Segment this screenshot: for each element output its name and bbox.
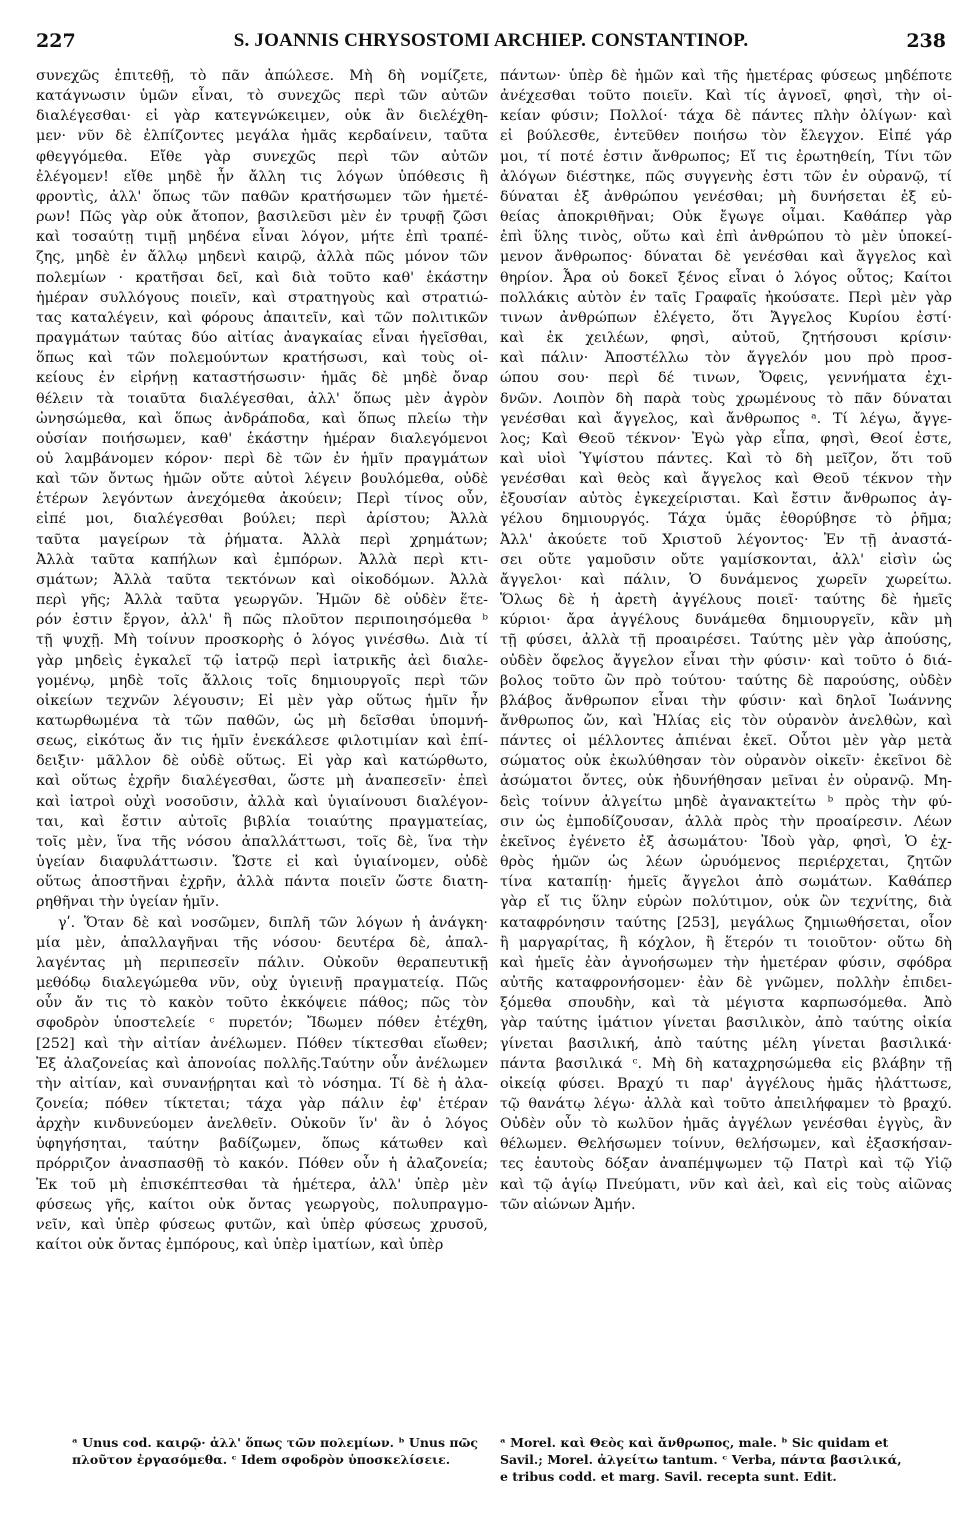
right-footnotes (500, 1434, 952, 1485)
text-line: σιν ὡς ἐμποδίζουσαν, ἀλλὰ πρὸς τὴν προαίρεσιν. Λέων (500, 813, 952, 830)
text-line: δνῶν. Λοιπὸν δὴ παρὰ τοὺς χρωμένους τὸ πᾶν δύναται (500, 390, 952, 407)
text-line: οἰκείων τεχνῶν λέγουσιν; Εἰ μὲν γὰρ οὕτως ἡμῖν ἦν (36, 692, 488, 709)
text-line: φροντὶς, ἀλλ' ὅπως τῶν παθῶν κρατήσωμεν τῶν ἡμετέ- (36, 188, 488, 205)
text-line: ἐξουσίαν αὐτὸς ἐγκεχείρισται. Καὶ ἔστιν ἄνθρωπος ἀγ- (500, 491, 952, 508)
text-line: ἀλόγων διέστηκε, πῶς συγγενὴς ἐστι τῶν ἐν οὐρανῷ, τί (500, 168, 952, 185)
text-line: ὠνησώμεθα, καὶ ὅπως ἀνδράποδα, καὶ ὅπως πλείω τὴν (36, 410, 488, 427)
text-line: θέλωμεν. Θελήσωμεν τοίνυν, θελήσωμεν, καὶ ἐξασκήσαν- (500, 1136, 952, 1153)
page-number-right: 238 (906, 30, 946, 52)
text-line: βολος τοῦτο ὢν πρὸ τούτου· ταύτης δὲ παρούσης, οὐδὲν (500, 672, 952, 689)
text-line: ται, καὶ ἔστιν αὐτοῖς βιβλία τοιαύτης πραγματείας, (36, 813, 488, 830)
text-line: καταφρόνησιν ταύτης [253], μεγάλως ζημιωθήσεται, οἷον (500, 914, 952, 931)
text-line: γὰρ μηδεὶς ἐγκαλεῖ τῷ ἰατρῷ περὶ ἰατρικῆς ἀεὶ διαλε- (36, 652, 488, 669)
text-line: ἡμέραν συλλόγους ποιεῖν, καὶ στρατηγοὺς καὶ στρατιώ- (36, 289, 488, 306)
text-line: ρηθῆναι τὴν ὑγείαν ἡμῖν. (36, 894, 220, 911)
text-line: καὶ ἡμεῖς ἐὰν ἀγνοήσωμεν τὴν ἡμετέραν φύσιν, σφόδρα (500, 954, 952, 971)
text-line: ώπου σου· περὶ δέ τινων, Ὄφεις, γεννήματα ἐχι- (500, 370, 952, 387)
text-line: ζης, μηδὲ ἐν ἄλλῳ μηδενὶ καιρῷ, ἀλλὰ πῶς μόνον τῶν (36, 249, 488, 266)
text-line: καὶ τῶν ὄντως ἡμῶν οὔτε αὐτοὶ λέγειν βουλόμεθα, οὐδὲ (36, 471, 488, 488)
text-line: πάντα βασιλικά ᶜ. Μὴ δὴ καταχρησώμεθα εἰς βλάβην τῇ (500, 1055, 952, 1072)
text-line: θέλειν τὰ τοιαῦτα διαλέγεσθαι, ἀλλ' ὅπως μὲν ἀγρὸν (36, 390, 488, 407)
text-line: δύναται ἐξ ἀνθρώπου γενέσθαι; μὴ δυνήσεται ἐξ εὐ- (500, 188, 952, 205)
text-line: οὐσίαν ποιήσωμεν, καθ' ἑκάστην ἡμέραν διαλεγόμενοι (36, 430, 488, 447)
text-line: πολλάκις αὐτὸν ἐν ταῖς Γραφαῖς ἠκούσατε. Περὶ μὲν γὰρ (500, 289, 952, 306)
text-line: τῇ φύσει, ἀλλὰ τῇ προαιρέσει. Ταύτης μὲν γὰρ ἀπούσης, (500, 632, 952, 649)
text-line: ὑφηγήσηται, ταύτην βαδίζωμεν, ὅπως κάτωθεν καὶ (36, 1136, 488, 1153)
text-line: αὐτῆς καταφρονήσομεν· ἐὰν δὲ γνῶμεν, πολλὴν ἐπιδει- (500, 975, 952, 992)
text-line: τοῖς μὲν, ἵνα τῆς νόσου ἀπαλλάττωσι, τοῖς δὲ, ἵνα τὴν (36, 833, 488, 850)
text-line: σφοδρὸν ὑποστελείε ᶜ πυρετόν; Ἴδωμεν πόθεν ἐτέχθη, (36, 1015, 488, 1032)
text-line: γενέσθαι καὶ θεὸς καὶ ἄγγελος καὶ Θεοῦ τέκνον τὴν (500, 471, 952, 488)
left-footnotes (72, 1434, 488, 1468)
text-line: ταῦτα μαγείρων τὰ ῥήματα. Ἀλλὰ περὶ χρημάτων; (36, 531, 488, 548)
text-line: πολεμίων · κρατῆσαι δεῖ, καὶ διὰ τοῦτο καθ' ἑκάστην (36, 269, 488, 286)
text-line: ἀνέχεσθαι τοῦτο ποιεῖν. Καὶ τίς ἀγνοεῖ, φησὶ, τὴν οἰ- (500, 88, 952, 105)
text-line: κατάγνωσιν ὑμῶν εἶναι, τὸ συνεχῶς περὶ τῶν αὐτῶν (36, 88, 488, 105)
text-line: γομένῳ, μηδὲ τοῖς ἄλλοις τοῖς δημιουργοῖς περὶ τῶν (36, 672, 488, 689)
text-line: τῷ θανάτῳ λέγω· ἀλλὰ καὶ τοῦτο ἀπειλήφαμεν τὸ βραχύ. (500, 1095, 952, 1112)
text-line: οὕτως ἀποστῆναι ἐχρῆν, ἀλλὰ πάντα ποιεῖν ὥστε διατη- (36, 874, 488, 891)
text-line: μοι, τί ποτέ ἐστιν ἄνθρωπος; Εἴ τις ἐρωτηθείη, Τίνι τῶν (500, 148, 952, 165)
text-line: σεως, εἰκότως ἄν τις ἡμῖν ἐνεκάλεσε φιλοτιμίαν καὶ ἐπί- (36, 733, 488, 750)
footnote-line: e tribus codd. et marg. Savil. recepta sunt. Edit. (500, 1469, 837, 1484)
text-line: δειξιν· μᾶλλον δὲ οὐδὲ οὕτως. Εἰ γὰρ καὶ κατώρθωτο, (36, 753, 488, 770)
text-line: οὖν ἄν τις τὸ κακὸν τοῦτο ἐκκόψειε πάθος; πῶς τὸν (36, 995, 488, 1012)
text-line: γὰρ εἴ τις ὕλην εὑρὼν πολύτιμον, οὐκ ὢν τεχνίτης, διὰ (500, 894, 952, 911)
text-line: τίνα καταπίῃ· ἡμεῖς ἄγγελοι ἀπὸ σωμάτων. Καθάπερ (500, 874, 952, 891)
text-line: ὅπως καὶ τῶν πολεμούντων κρατήσωσι, καὶ τοὺς οἰ- (36, 350, 488, 367)
text-line: καὶ πάλιν· Ἀποστέλλω τὸν ἄγγελόν μου πρὸ προσ- (500, 350, 952, 367)
text-line: βλάβος ἄνθρωπον εἶναι τὴν φύσιν· καὶ δηλοῖ Ἰωάννης (500, 692, 952, 709)
text-line: κείαν φύσιν; Πολλοί· τάχα δὲ πάντες πλὴν ὀλίγων· καὶ (500, 108, 952, 125)
text-line: εἰπέ μοι, διαλέγεσθαι βούλει; περὶ ἀρίστου; Ἀλλὰ (36, 511, 488, 528)
text-line: Οὐδὲν οὖν τὸ κωλῦον ἡμᾶς ἀγγέλων γενέσθαι ἐγγὺς, ἂν (500, 1116, 952, 1133)
text-line: πάντων· ὑπὲρ δὲ ἡμῶν καὶ τῆς ἡμετέρας φύσεως μηδέποτε (500, 68, 952, 84)
text-line: διαλέγεσθαι· εἰ γὰρ κατεγνώκειμεν, οὐκ ἂν διελέχθη- (36, 108, 488, 125)
text-line: νεῖν, καὶ ὑπὲρ φύσεως φυτῶν, καὶ ὑπὲρ φύσεως χρυσοῦ, (36, 1216, 488, 1233)
text-line: λαγέντας μὴ περιπεσεῖν πάλιν. Οὐκοῦν θεραπευτικῇ (36, 954, 488, 971)
text-line: κύριοι· ἄρα ἀγγέλους δυνάμεθα δημιουργεῖν, κἂν μὴ (500, 612, 952, 629)
text-line: ρόν ἐστιν ἔργον, ἀλλ' ἢ πῶς πλοῦτον περιποιησόμεθα ᵇ (36, 612, 488, 629)
text-line: σώματος οὐκ ἐκωλύθησαν τὸν οὐρανὸν οἰκεῖν· ἐκεῖνοι δὲ (500, 753, 952, 770)
text-line: τῶν αἰώνων Ἀμήν. (500, 1196, 636, 1213)
text-line: καὶ τῷ ἁγίῳ Πνεύματι, νῦν καὶ ἀεὶ, καὶ εἰς τοὺς αἰῶνας (500, 1176, 952, 1193)
text-line: Ὅλως δὲ ἡ ἀρετὴ ἀγγέλους ποιεῖ· ταύτης δὲ ἡμεῖς (500, 592, 952, 609)
text-line: μεθόδῳ διαλεγώμεθα νῦν, οὐχ ὑγιεινῇ πραγματείᾳ. Πῶς (36, 975, 488, 992)
text-line: συνεχῶς ἐπιτεθῇ, τὸ πᾶν ἀπώλεσε. Μὴ δὴ νομίζετε, (36, 68, 488, 84)
text-line: μία μὲν, ἀπαλλαγῆναι τῆς νόσου· δευτέρα δὲ, ἀπαλ- (36, 934, 488, 951)
footnote-line: ᵃ Unus cod. καιρῷ· ἀλλ' ὅπως τῶν πολεμίων. ᵇ Unus πῶς (72, 1435, 479, 1450)
text-line: ἐκεῖνος ἐγένετο ἐξ ἀσωμάτου· Ἰδοὺ γὰρ, φησὶ, Ὁ ἐχ- (500, 833, 952, 850)
text-line: οἰκείᾳ φύσει. Βραχύ τι παρ' ἀγγέλους ἡμᾶς ἠλάττωσε, (500, 1075, 952, 1092)
text-line: οὐ λαμβάνομεν κόρον· περὶ δὲ τῶν ἐν ἡμῖν πραγμάτων (36, 450, 488, 467)
text-line: ξόμεθα σπουδὴν, καὶ τὰ μέγιστα καρπωσόμεθα. Ἀπὸ (500, 995, 952, 1012)
text-line: μενον ἄνθρωπος· δύναται δὲ γενέσθαι καὶ ἄγγελος καὶ (500, 249, 952, 266)
text-line: εἰ βούλεσθε, ἐντεῦθεν ποιήσω τὸν ἔλεγχον. Εἰπέ γάρ (500, 128, 952, 145)
text-line: ἐπὶ ὕλης τινὸς, οὕτω καὶ ἐπὶ ἀνθρώπου τὸ μὲν ὑποκεί- (500, 229, 952, 246)
text-line: πάντες οἱ μέλλοντες ἀπιέναι ἐκεῖ. Οὗτοι μὲν γὰρ μετὰ (500, 733, 952, 750)
text-line: θείας ἀποκριθῆναι; Οὐκ ἔγωγε οἶμαι. Καθάπερ γὰρ (500, 209, 952, 226)
text-line: Ἐξ ἀλαζονείας καὶ ἀπονοίας πολλῆς.Ταύτην οὖν ἀνέλωμεν (36, 1055, 488, 1072)
text-line: δεὶς τοίνυν ἀλγείτω μηδὲ ἀγανακτείτω ᵇ πρὸς τὴν φύ- (500, 793, 952, 810)
text-line: κατωρθωμένα τὰ τῶν παθῶν, ὡς μὴ δεῖσθαι ὑπομνή- (36, 713, 488, 729)
text-line: ὑγείαν διαφυλάττωσιν. Ὥστε εἰ καὶ ὑγιαίνομεν, οὐδὲ (36, 854, 488, 871)
text-line: κείους ἐν εἰρήνῃ καταστήσωσιν· ἡμᾶς δὲ μηδὲ ὄναρ (36, 370, 488, 387)
text-line: θηρίον. Ἆρα οὐ δοκεῖ ξένος εἶναι ὁ λόγος οὗτος; Καίτοι (500, 269, 952, 286)
text-line: γέλου δημιουργός. Τάχα ὑμᾶς ἐθορύβησε τὸ ῥῆμα; (500, 511, 952, 528)
text-line: καὶ τοσαύτῃ τιμῇ μηδένα εἶναι λόγον, μήτε ἐπὶ τραπέ- (36, 229, 488, 246)
text-line: ἀσώματοι ὄντες, οὐκ ἠδυνήθησαν μεῖναι ἐν οὐρανῷ. Μη- (500, 773, 952, 790)
text-line: καὶ υἱοὶ Ὑψίστου πάντες. Καὶ τὸ δὴ μεῖζον, ὅτι τοῦ (500, 450, 952, 467)
page-header (36, 30, 946, 62)
text-line: ἀρχὴν κινδυνεύομεν ἀνελθεῖν. Οὐκοῦν ἵν' ἂν ὁ λόγος (36, 1116, 488, 1133)
left-text-column (36, 66, 488, 1255)
text-line: ἑτέρων λεγόντων ἀνεχόμεθα ἀκούειν; Περὶ τίνος οὖν, (36, 491, 488, 508)
text-line: μεν· νῦν δὲ ἐλπίζοντες μεγάλα ἡμᾶς κερδαίνειν, ταῦτα (36, 128, 488, 145)
text-line: [252] καὶ τὴν αἰτίαν ἀνέλωμεν. Πόθεν τίκτεσθαι εἴωθεν; (36, 1035, 488, 1052)
text-line: καὶ οὕτως ἐχρῆν διαλέγεσθαι, ὥστε μὴ ἀναπεσεῖν· ἐπεὶ (36, 773, 488, 790)
text-line: καὶ ἐκ χειλέων, φησὶ, αὐτοῦ, ζητήσουσι κρίσιν· (500, 330, 952, 347)
text-line: γενέσθαι καὶ ἄγγελος, καὶ ἄνθρωπος ᵃ. Τί λέγω, ἄγγε- (500, 410, 952, 427)
page-number-left: 227 (36, 30, 76, 52)
text-line: ἐλέγομεν! εἴθε μηδὲ ἦν ἄλλη τις λόγων ὑπόθεσις ἢ (36, 168, 488, 185)
text-line: Ἀλλὰ ταῦτα καπήλων καὶ ἐμπόρων. Ἀλλὰ περὶ κτι- (36, 551, 488, 568)
text-line: τας καταλέγειν, καὶ φόρους ἀπαιτεῖν, καὶ τῶν πολιτικῶν (36, 309, 488, 326)
right-text-column (500, 66, 952, 1215)
text-line: οὐδὲν ὄφελος ἄγγελον εἶναι τὴν φύσιν· καὶ τοῦτο ὁ διά- (500, 652, 952, 669)
text-line: καὶ ἰατροὶ οὐχὶ νοσοῦσιν, ἀλλὰ καὶ ὑγιαίνουσι διαλέγον- (36, 793, 488, 810)
text-line: θρὸς ἡμῶν ὡς λέων ὠρυόμενος περιέρχεται, ζητῶν (500, 854, 952, 871)
text-line: γʹ. Ὅταν δὲ καὶ νοσῶμεν, διπλῆ τῶν λόγων ἡ ἀνάγκη· (58, 914, 488, 931)
text-line: λος; Καὶ Θεοῦ τέκνον· Ἐγὼ γὰρ εἶπα, φησὶ, Θεοί ἐστε, (500, 430, 952, 447)
text-line: περὶ γῆς; Ἀλλὰ ταῦτα γεωργῶν. Ἡμῶν δὲ οὐδὲν ἕτε- (36, 592, 488, 609)
text-line: Ἀλλ' ἀκούετε τοῦ Χριστοῦ λέγοντος· Ἐν τῇ ἀναστά- (500, 531, 952, 548)
running-title: S. JOANNIS CHRYSOSTOMI ARCHIEP. CONSTANTINOP. (233, 30, 749, 51)
text-line: ἢ μαργαρίτας, ἢ κόχλον, ἢ ἕτερόν τι τοιοῦτον· οὕτω δὴ (500, 934, 952, 951)
text-line: φθεγγόμεθα. Εἴθε γὰρ συνεχῶς περὶ τῶν αὐτῶν (36, 148, 488, 165)
text-line: γίνεται βασιλική, ἀπὸ ταύτης μέλη γίνεται βασιλικά· (500, 1035, 952, 1052)
footnote-line: Savil.; Morel. ἀλγείτω tantum. ᶜ Verba, πάντα βασιλικά, (500, 1452, 902, 1467)
text-line: ζονεία; πόθεν τίκτεται; τάχα γὰρ πάλιν ἐφ' ἑτέραν (36, 1095, 488, 1112)
text-line: τῇ ψυχῇ. Μὴ τοίνυν προσκορὴς ὁ λόγος γινέσθω. Διὰ τί (36, 632, 488, 649)
text-line: φύσεως γῆς, καίτοι οὐκ ὄντας γεωργοὺς, πολυπραγμο- (36, 1196, 488, 1213)
text-line: τινων ἀνθρώπων ἐλέγετο, ὅτι Ἄγγελος Κυρίου ἐστί· (500, 309, 952, 326)
text-line: γὰρ ταύτης ἱμάτιον γίνεται βασιλικὸν, ἀπὸ ταύτης οἰκία (500, 1015, 952, 1032)
text-line: Ἐκ τοῦ μὴ ἐπισκέπτεσθαι τὰ ἡμέτερα, ἀλλ' ὑπὲρ μὲν (36, 1176, 488, 1193)
text-line: σμάτων; Ἀλλὰ ταῦτα τεκτόνων καὶ οἰκοδόμων. Ἀλλὰ (36, 571, 488, 588)
text-line: τες ἑαυτοὺς δόξαν ἀναπέμψωμεν τῷ Πατρὶ καὶ τῷ Υἱῷ (500, 1156, 952, 1173)
text-line: ἄγγελοι· καὶ πάλιν, Ὁ δυνάμενος χωρεῖν χωρείτω. (500, 571, 952, 588)
text-line: ἄνθρωπος ὤν, καὶ Ἠλίας εἰς τὸν οὐρανὸν ἀνελθὼν, καὶ (500, 713, 952, 729)
text-line: ρων! Πῶς γὰρ οὐκ ἄτοπον, βασιλεῦσι μὲν ἐν τρυφῇ ζῶσι (36, 209, 488, 226)
text-line: σει οὔτε γαμοῦσιν οὔτε γαμίσκονται, ἀλλ' εἰσὶν ὡς (500, 551, 952, 568)
footnote-line: ᵃ Morel. καὶ Θεὸς καὶ ἄνθρωπος, male. ᵇ Sic quidam et (500, 1435, 889, 1450)
text-line: τὴν αἰτίαν, καὶ συνανῄρηται καὶ τὸ νόσημα. Τί δὲ ἡ ἀλα- (36, 1075, 488, 1092)
footnote-line: πλοῦτον ἐργασόμεθα. ᶜ Idem σφοδρὸν ὑποσκελίσειε. (72, 1452, 451, 1467)
text-line: πραγμάτων ταύτας δύο αἰτίας ἀναγκαίας εἶναι ἡγεῖσθαι, (36, 330, 488, 347)
text-line: καίτοι οὐκ ὄντας ἐμπόρους, καὶ ὑπὲρ ἱματίων, καὶ ὑπὲρ (36, 1237, 444, 1254)
text-line: πρόρριζον ἀνασπασθῇ τὸ κακόν. Πόθεν οὖν ἡ ἀλαζονεία; (36, 1156, 488, 1173)
